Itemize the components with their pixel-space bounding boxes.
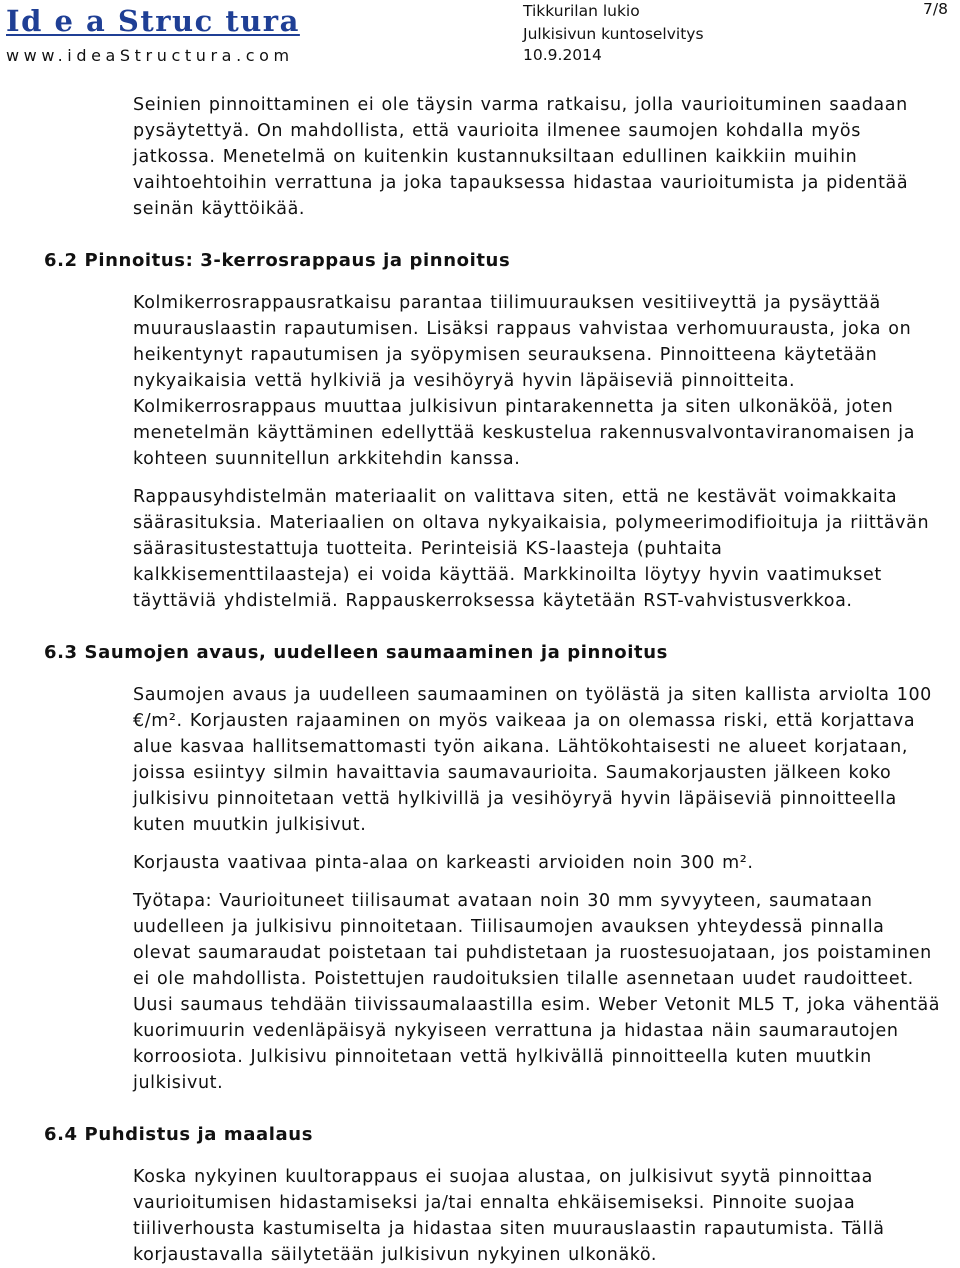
section-heading-6-2: 6.2 Pinnoitus: 3-kerrosrappaus ja pinnoitus <box>44 250 511 271</box>
section-heading-6-3: 6.3 Saumojen avaus, uudelleen saumaaminen ja pinnoitus <box>44 642 668 663</box>
section-6-3-paragraph-1 <box>133 682 945 838</box>
section-6-2-paragraph-1 <box>133 290 945 472</box>
section-6-4-paragraph-1 <box>133 1164 945 1268</box>
page-header <box>0 0 960 80</box>
paragraph: Saumojen avaus ja uudelleen saumaaminen on työlästä ja siten kallista arviolta 100 €/m². Korjausten rajaaminen on myös vaikeaa ja on olemassa riski, että korjattava alue kasvaa hallitsemattomasti työn aikana. Lähtökohtaisesti ne alueet korjataan, joissa esiintyy silmin havaittavia saumavaurioita. Saumakorjausten jälkeen koko julkisivu pinnoitetaan vettä hylkivillä ja vesihöyryä hyvin läpäiseviä pinnoitteella kuten muutkin julkisivut. <box>133 685 932 835</box>
section-heading-6-4: 6.4 Puhdistus ja maalaus <box>44 1124 314 1145</box>
document-date: 10.9.2014 <box>523 46 602 64</box>
company-url: www.ideaStructura.com <box>6 46 294 65</box>
document-title-block <box>523 0 704 45</box>
paragraph: Seinien pinnoittaminen ei ole täysin varma ratkaisu, jolla vaurioituminen saadaan pysäytettyä. On mahdollista, että vaurioita ilmenee saumojen kohdalla myös jatkossa. Menetelmä on kuitenkin kustannuksiltaan edullinen kaikkiin muihin vaihtoehtoihin verrattuna ja joka tapauksessa hidastaa vaurioitumista ja pidentää seinän käyttöikää. <box>133 95 909 219</box>
intro-paragraph <box>133 92 945 222</box>
document-title: Tikkurilan lukio <box>523 2 640 20</box>
section-6-2-paragraph-2 <box>133 484 945 614</box>
section-6-3-paragraph-3 <box>133 888 945 1096</box>
paragraph: Kolmikerrosrappausratkaisu parantaa tiilimuurauksen vesitiiveyttä ja pysäyttää muurauslaastin rapautumisen. Lisäksi rappaus vahvistaa verhomuurausta, joka on heikentynyt rapautumisen ja syöpymisen seurauksena. Pinnoitteena käytetään nykyaikaisia vettä hylkiviä ja vesihöyryä hyvin läpäiseviä pinnoitteita. Kolmikerrosrappaus muuttaa julkisivun pintarakennetta ja siten ulkonäköä, joten menetelmän käyttäminen edellyttää keskustelua rakennusvalvontaviranomaisen ja kohteen suunnitellun arkkitehdin kanssa. <box>133 293 916 469</box>
paragraph: Työtapa: Vaurioituneet tiilisaumat avataan noin 30 mm syvyyteen, saumataan uudelleen ja julkisivu pinnoitetaan. Tiilisaumojen avauksen yhteydessä pinnalla olevat saumaraudat poistetaan tai puhdistetaan ja ruostesuojataan, jos poistaminen ei ole mahdollista. Poistettujen raudoituksien tilalle asennetaan uudet raudoitteet. Uusi saumaus tehdään tiivissaumalaastilla esim. Weber Vetonit ML5 T, joka vähentää kuorimuurin vedenläpäisyä nykyiseen verrattuna ja hidastaa näin saumarautojen korroosiota. Julkisivu pinnoitetaan vettä hylkivällä pinnoitteella kuten muutkin julkisivut. <box>133 891 941 1093</box>
company-logo[interactable]: Id e a Struc tura <box>6 4 300 38</box>
paragraph: Rappausyhdistelmän materiaalit on valittava siten, että ne kestävät voimakkaita säärasituksia. Materiaalien on oltava nykyaikaisia, polymeerimodifioituja ja riittävän säärasitustestattuja tuotteita. Perinteisiä KS-laasteja (puhtaita kalkkisementtilaasteja) ei voida käyttää. Markkinoilta löytyy hyvin vaatimukset täyttäviä yhdistelmiä. Rappauskerroksessa käytetään RST-vahvistusverkkoa. <box>133 487 930 611</box>
section-6-3-paragraph-2 <box>133 850 945 876</box>
paragraph: Korjausta vaativaa pinta-alaa on karkeasti arvioiden noin 300 m². <box>133 853 754 873</box>
page-number: 7/8 <box>923 0 948 18</box>
document-subtitle: Julkisivun kuntoselvitys <box>523 24 704 43</box>
paragraph: Koska nykyinen kuultorappaus ei suojaa alustaa, on julkisivut syytä pinnoittaa vaurioitumisen hidastamiseksi ja/tai ennalta ehkäisemiseksi. Pinnoite suojaa tiiliverhousta kastumiselta ja hidastaa siten muurauslaastin rapautumista. Tällä korjaustavalla säilytetään julkisivun nykyinen ulkonäkö. <box>133 1167 885 1265</box>
